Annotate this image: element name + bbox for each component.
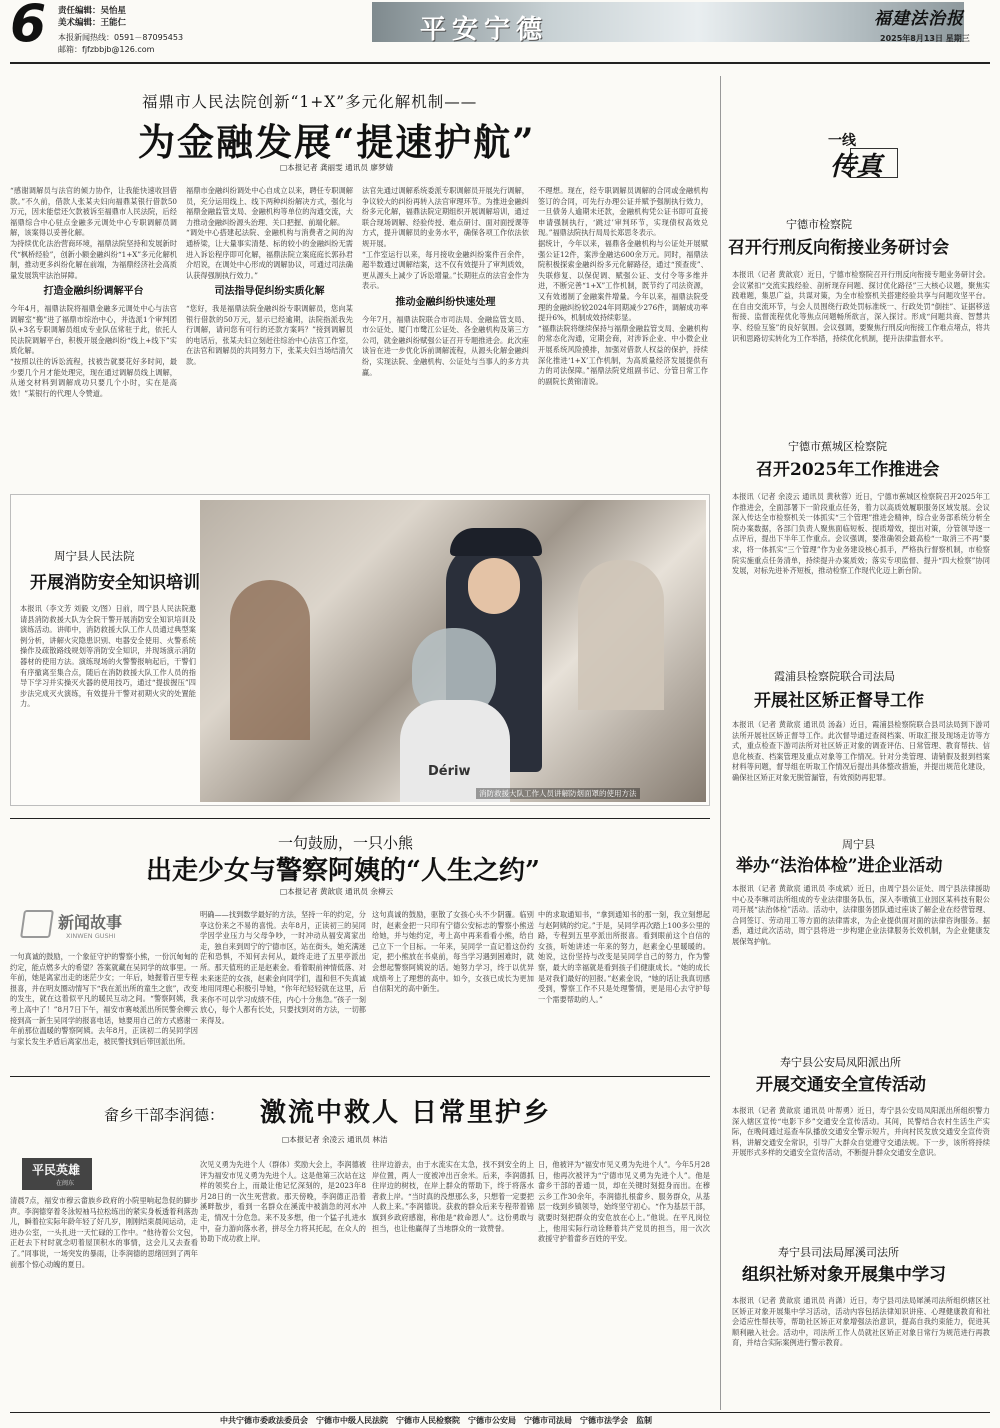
side4-body: 本报讯（记者 黄歆宸 通讯员 李成斌）近日，由周宁县公证处、周宁县法律援助中心及李琳司法所组成的专业法律服务队伍，深入李墩镇工业园区某科技有限公司开展“法治体检”活动。活动中，法律服务团队通过座谈了解企业在经营管理、合同签订、劳动用工等方面的法律需求，为企业提供面对面的法律咨询服务。据悉，通过此次活动，周宁县将进一步构建企业法律服务长效机制，为企业健康发展保驾护航。 (732, 884, 990, 946)
column-badge-label: 一线 (828, 133, 856, 149)
paragraph: 法官先通过调解系统委派专职调解员开展先行调解，争议较大的纠纷再转入法官审理环节。为推进金融纠纷多元化解，福鼎法院定期组织开展调解培训，通过联合现场调解、经验传授、难点研讨、面对面授课等方式，提升调解员的业务水平，确保各项工作依法依规开展。 (362, 186, 529, 248)
lead-kicker: 福鼎市人民法院创新“1+X”多元化解机制—— (142, 93, 478, 111)
footer-credits: 中共宁德市委政法委员会 宁德市中级人民法院 宁德市人民检察院 宁德市公安局 宁德市司法局 宁德市法学会 监制 (220, 1416, 652, 1425)
paragraph: “工作室运行以来，每月接收金融纠纷案件百余件，超半数通过调解结案，这不仅有效提升了审判质效，更从源头上减少了诉讼增量。”长期驻点的法官金作为表示。 (362, 249, 529, 291)
page-number: 6 (10, 0, 47, 54)
lead-col3 (362, 186, 529, 468)
paragraph: “感谢调解员与法官的倾力协作，让我能快速收回借款。”不久前，借款人张某夫妇向福鼎某银行借款50万元，因未能偿还欠款被诉至福鼎市人民法院，后经福鼎综合中心驻点金融多元调处中心专职调解员调解，该案得以妥善化解。 (10, 186, 177, 238)
news-story-badge (22, 906, 142, 946)
story2-col3: 这句真诚的鼓励，驱散了女孩心头不少阴霾。临别时，赵素金把一只印有宁德公安标志的警察小熊送给她，并与她约定，考上高中再来看看小熊，给自己立下一个目标。一年来，吴同学一直记着这份约定，把小熊放在书桌前，每当学习遇到困难时，就会想起警察阿姨说的话。她努力学习，终于以优异成绩考上了理想的高中。如今，女孩已成长为更加自信阳光的高中新生。 (372, 910, 534, 994)
story2-col2: 明确——找到数学最好的方法，坚持一年的约定，分享这份来之不易的喜悦。去年8月，正读初三的吴同学因学业压力与父母争吵，一时冲动从福安离家出走，独自来到周宁的宁德市区，站在街头，她充满迷茫和恐惧，不知何去何从，最终走进了五里亭派出所。那天值班的正是赵素金。看着眼前神情低落、对未来迷茫的女孩，赵素金向同学们，温和但不失真诚地用同理心积极引导她，“你年纪轻轻就在这里，后来你不可以学习成绩不佳，内心十分焦急。”孩子一刻放心，每个人都有长处，只要找到对的方法，一切都来得及。 (200, 910, 366, 1025)
story2-title: 出走少女与警察阿姨的“人生之约” (146, 856, 540, 886)
story3-col4: 日，他被评为“福安市见义勇为先进个人”。今年5月28日，他再次被评为“宁德市见义勇为先进个人”。他是畲乡干部的普通一员，却在关键时刻挺身而出。在穆云乡工作30余年，李润德扎根畲乡、服务群众，从基层一线到乡镇领导，始终坚守初心。“作为基层干部，就要时刻把群众的安危放在心上。”他说。在平凡岗位上，他用实际行动诠释着共产党员的担当，用一次次救援守护着畲乡百姓的平安。 (538, 1160, 710, 1244)
side5-body: 本报讯（记者 黄歆宸 通讯员 叶帮勇）近日，寿宁县公安局凤阳派出所组织警力深入辖区宣传“电影下乡”交通安全宣传活动。其间，民警结合农村生活生产实际，在晚间通过巡查车队播放交通安全警示短片，并向村民发放交通安全宣传资料，讲解交通安全常识，引导广大群众自觉遵守交通法规。下一步，该所将持续开展形式多样的交通安全宣传活动，不断提升群众交通安全意识。 (732, 1106, 990, 1158)
side5-title: 开展交通安全宣传活动 (756, 1075, 926, 1095)
story3-title: 激流中救人 日常里护乡 (260, 1098, 552, 1128)
issue-date: 2025年8月13日 星期三 (880, 34, 970, 43)
photo-caption: 消防救援大队工作人员讲解防烟面罩的使用方法 (476, 788, 640, 799)
hotline: 本报新闻热线：0591－87095453 (58, 33, 184, 42)
story3-byline: □本报记者 余凌云 通讯员 林洁 (282, 1135, 388, 1144)
news-story-badge-icon (20, 910, 54, 938)
lead-col1 (10, 186, 177, 468)
story2-col4: 中的求取通知书，“拿到通知书的那一刻，我立刻想起与赵阿姨的约定。”于是，吴同学再次踏上100多公里的路，专程到五里亭派出所报喜。看到眼前这个自信的女孩，听她讲述一年来的努力，赵素金心里暖暖的。她说，这份坚持与改变是吴同学自己的努力，作为警察，最大的幸福就是看到孩子们健康成长。“她的成长是对我们最好的回报。”赵素金说，“她的话让我真切感受到，警察工作不只是处理警情，更是用心去守护每一个需要帮助的人。” (538, 910, 710, 1004)
photo-shirt-text: Dériw (428, 764, 471, 779)
paragraph: “按照以往的诉讼流程，找被告就要花好多时间，最少要几个月才能处理完，现在通过调解员线上调解，从递交材料到调解成功只要几个小时，实在是高效！”某银行的代理人令赞道。 (10, 356, 177, 398)
email: 邮箱：fjfzbbjb@126.com (58, 45, 155, 54)
masthead-rule (10, 62, 990, 64)
editor-credit: 责任编辑：吴怡星 (58, 6, 127, 16)
story3-col3: 往岸边游去，由于水流实在太急，找不到安全的上岸位置，两人一度被冲出百余米。后来，李润德抓住岸边的树枝，在岸上群众的帮助下，终于将落水者救上岸。“当时真的没想那么多，只想着一定要把人救上来。”李润德说。获救的群众后来专程带着锦旗到乡政府感谢，称他是“救命恩人”。这份勇敢与担当，也让他赢得了当地群众的一致赞誉。 (372, 1160, 534, 1233)
side3-title: 开展社区矫正督导工作 (754, 691, 924, 711)
photo-bg-person-1 (230, 580, 310, 740)
section-title: 平安宁德 (420, 15, 549, 45)
art-editor-credit: 美术编辑：王能仁 (58, 18, 127, 28)
photo-instructor-cap (450, 528, 542, 556)
side3-kicker: 霞浦县检察院联合司法局 (774, 670, 895, 683)
photo-article-title: 开展消防安全知识培训 (30, 573, 200, 593)
side6-title: 组织社矫对象开展集中学习 (742, 1265, 946, 1285)
hero-tag-sub: 在闽东 (56, 1180, 75, 1187)
lead-subhead-2: 司法指导促纠纷实质化解 (214, 286, 325, 298)
paragraph: 今年4月，福鼎法院将福鼎金融多元调处中心与法官调解室“搬”进了福鼎市综治中心，并选派1个审判团队+3名专职调解员组成专业队伍常驻于此，依托人民法院调解平台，积极开展金融纠纷“线上+线下”实质化解。 (10, 303, 177, 356)
photo-child (400, 700, 510, 802)
side4-kicker: 周宁县 (842, 838, 875, 851)
side6-kicker: 寿宁县司法局犀溪司法所 (778, 1246, 899, 1259)
footer-rule (10, 1412, 990, 1413)
side1-title: 召开行刑反向衔接业务研讨会 (728, 238, 949, 258)
paragraph: “您好，我是福鼎法院金融纠纷专职调解员，您向某银行借款的50万元，显示已经逾期，法院指派我先行调解，请问您有可行的还款方案吗？”接到调解员的电话后，张某夫妇立刻赶往综治中心法官工作室，在法官和调解员的共同努力下，张某夫妇当场结清欠款。 (186, 303, 353, 366)
photo-bg-person-2 (578, 560, 664, 710)
paragraph: “调处中心搭建起法院、金融机构与消费者之间的沟通桥梁，让大量事实清楚、标的较小的金融纠纷无需进入诉讼程序即可化解，福鼎法院立案庭庭长郭孙君介绍说，在调处中心形成的调解协议，可通过司法确认获得强制执行效力。” (186, 228, 353, 280)
story3-col1: 清晨7点，福安市穆云畲族乡政府的小院里响起急促的脚步声。李润德穿着冬泳短袖马拉松练出的紧实身板透着利落劲儿，瞬着拉实际年龄年轻了好几岁，刚刚结束晨间运动，走进办公室，一头扎进一天忙碌的工作中。“他待着公文包，正赶去下村时就念叨着屋顶积水的事情，这会儿又去查看了。”同事说，一场突发的暴雨，让李润德的思绪回到了两年前那个惊心动魄的夏日。 (10, 1196, 198, 1269)
lead-col2 (186, 186, 353, 468)
lead-title: 为金融发展“提速护航” (138, 120, 536, 164)
story3-kicker: 畲乡干部李润德： (104, 1106, 225, 1124)
paper-name: 福建法治报 (874, 9, 964, 29)
story3-rule (10, 1076, 710, 1077)
side1-body: 本报讯（记者 黄歆宸）近日，宁德市检察院召开行刑反向衔接专题业务研讨会。会议紧扣“交流实践经验、剖析现存问题、探讨优化路径”三大核心议题，聚焦实践难题，集思广益，共谋对策，为全市检察机关搭建经验共享与问题攻坚平台。在自由交流环节，与会人员围绕行政处罚标准统一、行政处罚“倒挂”、证据移送衔接、监督流程优化等焦点问题畅所欲言，深入探讨。形成“问题共商、智慧共享、经验互鉴”的良好氛围。会议强调，要聚焦行刑反向衔接工作难点堵点，将共识和思路切实转化为工作举措，持续优化机制，提升法律监督水平。 (732, 270, 990, 343)
paragraph: 福鼎市金融纠纷调处中心自成立以来，聘任专职调解员，充分运用线上、线下两种纠纷解决方式，强化与福鼎金融监管支局、金融机构等单位的沟通交流，大力推动金融纠纷源头治理、关口把握、前端化解。 (186, 186, 353, 227)
training-photo (200, 500, 706, 802)
side6-body: 本报讯（记者 黄歆宸 通讯员 肖潇）近日，寿宁县司法局犀溪司法所组织辖区社区矫正对象开展集中学习活动，活动内容包括法律知识讲座、心理健康教育和社会适应性帮扶等，帮助社区矫正对象增强法治意识，提高自我约束能力，促进其顺利融入社会。活动中，司法所工作人员就社区矫正对象日常行为规范进行再教育，并结合实际案例进行警示教育。 (732, 1296, 990, 1348)
photo-article-body: 本报讯（李文芳 刘毅 文/图）日前，周宁县人民法院邀请县消防救援大队为全院干警开展消防安全知识培训及演练活动。讲师中，消防救援大队工作人员通过典型案例分析，讲解火灾隐患识别、电器安全使用、火警系统操作及疏散路线规划等消防安全知识，并现场演示消防器材的使用方法。演练现场的火警警报响起后，干警们有序撤离至集合点，随后在消防救援大队工作人员的指导下学习并实操灭火器的使用技巧，通过“提拔握压”四步法完成灭火演练，有效提升干警对初期火灾的处置能力。 (20, 604, 196, 709)
right-rail-divider (720, 76, 721, 1410)
story2-byline: □本报记者 黄歆宸 通讯员 余柳云 (280, 887, 394, 896)
story2-rule (10, 818, 710, 819)
paragraph: 为持续优化法治营商环境，福鼎法院坚持和发展新时代“枫桥经验”，创新小额金融纠纷“1+X”多元化解机制，推动更多纠纷化解在前端，为福鼎经济社会高质量发展筑牢法治屏障。 (10, 238, 177, 280)
side3-body: 本报讯（记者 黄歆宸 通讯员 汤淼）近日，霞浦县检察院联合县司法局到下游司法所开展社区矫正督导工作。此次督导通过查阅档案、听取汇报及现场走访等方式，重点检查下游司法所对社区矫正对象的调查评估、日常管理、教育帮扶、信息化核查、档案管理及重点对象等工作情况。针对分类管理、请销假及报到档案材料等问题，督导组在听取工作情况后提出具体整改措施，并提出规范化建设，确保社区矫正对象无脱管漏管，有效预防再犯罪。 (732, 720, 990, 782)
paragraph: 不理想。现在，经专职调解员调解的合同或金融机构签订的合同，可先行办理公证并赋予强制执行效力，一旦债务人逾期未还款，金融机构凭公证书即可直接申请强制执行，‘跳过’审判环节，实现债权高效兑现。”福鼎法院执行局局长郑思冬表示。 (538, 186, 708, 238)
paragraph: “福鼎法院将继续保持与福鼎金融监管支局、金融机构的常态化沟通，定期会商，对涉诉企业、中小微企业开展系统风险摸排，加强对借款人权益的保护，持续深化推进‘1+X’工作机制，为高质量经济发展提供有力的司法保障。”福鼎法院党组副书记、分管日常工作的副院长黄锦清说。 (538, 323, 708, 386)
story3-col2: 次见义勇为先进个人（群体）奖励大会上，李润德被评为福安市见义勇为先进个人。这是他第三次站在这样的领奖台上，而最让他记忆深刻的，是2023年8月28日的一次生死营救。那天傍晚，李润德正沿着溪畔散步，看到一名群众在溪流中被湍急的河水冲走，情况十分危急。来不及多想，他一个猛子扎进水中，奋力游向落水者，拼尽全力将其托起，在众人的协助下成功救上岸。 (200, 1160, 366, 1244)
news-story-badge-en: XINWEN GUSHI (66, 932, 116, 940)
side1-kicker: 宁德市检察院 (786, 218, 852, 231)
hero-tag-label: 平民英雄 (32, 1163, 81, 1177)
story2-kicker: 一句鼓励，一只小熊 (278, 834, 414, 852)
paragraph: 今年7月，福鼎法院联合市司法局、金融监管支局、市公证处、厦门市鹭江公证处、各金融机构及第三方公司，就金融纠纷赋强公证召开专题推进会。此次座谈旨在进一步优化诉前调解流程，从源头化解金融纠纷，实现法院、金融机构、公证处与当事人的多方共赢。 (362, 314, 529, 377)
lead-subhead-3: 推动金融纠纷快速处理 (395, 296, 496, 308)
lead-col4 (538, 186, 708, 468)
column-badge (818, 126, 900, 188)
column-badge-big: 传真 (830, 152, 883, 182)
photo-article-kicker: 周宁县人民法院 (54, 549, 135, 563)
masthead (0, 0, 1000, 52)
side2-body: 本报讯（记者 余凌云 通讯员 黄秋蓉）近日，宁德市蕉城区检察院召开2025年工作推进会，全面部署下一阶段重点任务，着力以高质效履职服务区域发展。会议深入传达全市检察机关一体抓实“三个管理”推进会精神，综合业务部系统分析全院办案数据，各部门负责人聚焦面临短板、提质增效，提出对策，分管领导逐一点评后，提出下半年工作重点。会议强调，要准确领会最高检“一取消三不再”要求，将一体抓实“三个管理”作为业务建设核心抓手，严格执行督察机制，市检察院实施重点任务清单，持续提升办案质效；落实专项监督、提升“四大检察”协同发展，对标先进补齐短板，推动检察工作现代化迈上新台阶。 (732, 492, 990, 576)
news-story-badge-label: 新闻故事 (58, 913, 123, 932)
story2-col1: 一句真诚的鼓励，一个象征守护的警察小熊，一份沉甸甸的约定，能点燃多大的希望？答案就藏在吴同学的故事里。一年前，她是离家出走的迷茫少女；一年后，她握着百里专程报喜，并在明友圈动情写下“我在派出所的童生之旅”，改变的发生，就在这着似平凡的暖民互动之间。“警察阿姨，我考上高中了！”8月7日下午，福安市赛岐派出所民警余柳云接到高一新生吴同学的报喜电话，她要用自己的方式感谢一年前那位温暖的警察阿姨。去年8月，正读初二的吴同学因与家长发生矛盾后离家出走，被民警找到后带回派出所。 (10, 952, 198, 1046)
lead-byline: □本报记者 龚丽雯 通讯员 廖梦婧 (280, 163, 394, 172)
side2-kicker: 宁德市蕉城区检察院 (788, 440, 887, 453)
hero-tag (22, 1158, 92, 1190)
lead-subhead-1: 打造金融纠纷调解平台 (43, 286, 144, 298)
side2-title: 召开2025年工作推进会 (756, 460, 940, 480)
side4-title: 举办“法治体检”进企业活动 (736, 856, 943, 876)
side5-kicker: 寿宁县公安局凤阳派出所 (780, 1056, 901, 1069)
paragraph: 据统计，今年以来，福鼎各金融机构与公证处开展赋强公证12件，案涉金融达600余万元。同时，福鼎法院积极探索金融纠纷多元化解路径，通过“预查废”、失联修复、以保促调、赋强公证、支付令等多维并进，不断完善“1+X”工作机制，既节约了司法资源，又有效遏制了金融案件增量。今年以来，福鼎法院受理的金融纠纷较2024年同期减少276件，调解成功率提升6%，机制成效持续彰显。 (538, 238, 708, 323)
photo-instructor-face (468, 558, 520, 614)
